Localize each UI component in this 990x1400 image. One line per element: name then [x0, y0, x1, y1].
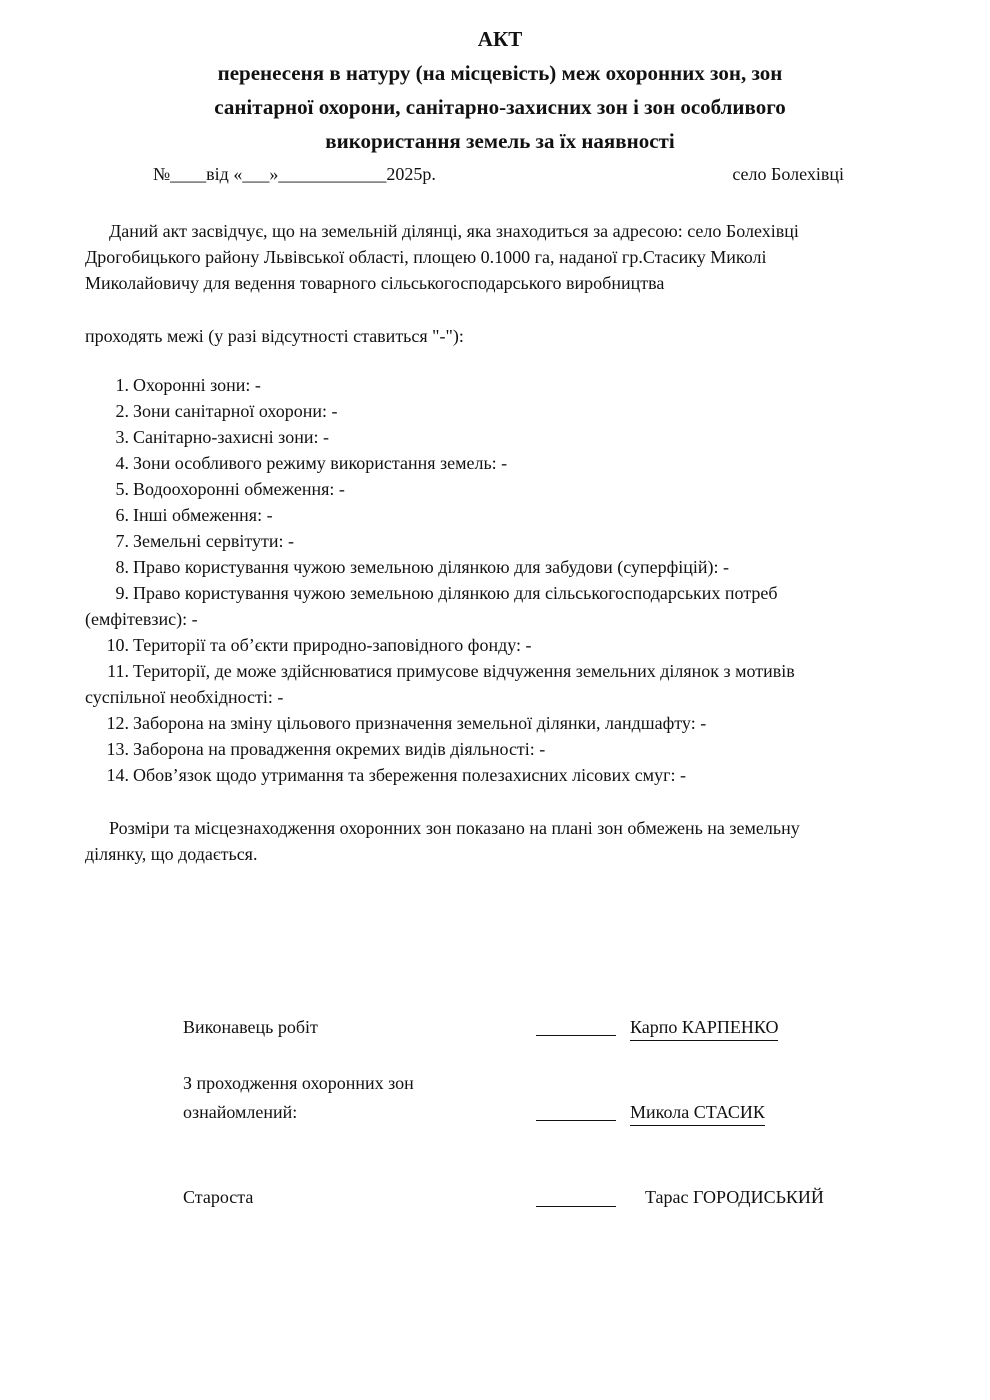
acquainted-signature-line	[536, 1120, 616, 1121]
executor-signature-line	[536, 1035, 616, 1036]
document-subtitle-line-1: перенесеня в натуру (на місцевість) меж охоронних зон, зон	[217, 61, 783, 85]
document-title: АКТ	[477, 27, 523, 51]
list-item-text: Інші обмеження: -	[133, 505, 273, 525]
list-item	[85, 424, 915, 450]
list-item-text: Охоронні зони: -	[133, 375, 261, 395]
act-number-date: №____від «___»____________2025р.	[153, 164, 436, 184]
list-item	[85, 450, 915, 476]
acquainted-name-wrap	[630, 1099, 765, 1126]
list-item-number: 7.	[115, 531, 129, 551]
acquainted-name: Микола СТАСИК	[630, 1099, 765, 1126]
list-item	[85, 372, 915, 398]
bounds-statement: проходять межі (у разі відсутності ставиться "-"):	[85, 326, 464, 346]
headman-signature-line	[536, 1206, 616, 1207]
headman-role: Староста	[183, 1187, 254, 1207]
list-item-text: Заборона на зміну цільового призначення земельної ділянки, ландшафту: -	[133, 713, 707, 733]
document-subtitle-line-3: використання земель за їх наявності	[325, 129, 675, 153]
list-item-text: Зони санітарної охорони: -	[133, 401, 338, 421]
list-item-number: 2.	[115, 401, 129, 421]
list-item-text: Санітарно-захисні зони: -	[133, 427, 329, 447]
list-item	[85, 398, 915, 424]
list-item-number: 12.	[106, 713, 129, 733]
list-item-number: 11.	[107, 661, 129, 681]
list-item-text: Земельні сервітути: -	[133, 531, 295, 551]
document-header	[60, 22, 940, 158]
list-item-text: Право користування чужою земельною ділянкою для забудови (суперфіцій): -	[133, 557, 730, 577]
acquainted-role-line-1: З проходження охоронних зон	[183, 1073, 414, 1093]
restrictions-list	[85, 372, 915, 788]
intro-line-2: Дрогобицького району Львівської області, площею 0.1000 га, наданої гр.Стасику Миколі	[85, 247, 767, 267]
list-item-text: Заборона на провадження окремих видів діяльності: -	[133, 739, 546, 759]
list-item-number: 3.	[115, 427, 129, 447]
list-item-text: Право користування чужою земельною ділянкою для сільськогосподарських потреб	[133, 583, 778, 603]
list-item-number: 14.	[106, 765, 129, 785]
executor-name: Карпо КАРПЕНКО	[630, 1014, 778, 1041]
list-item-text: Території, де може здійснюватися примусове відчуження земельних ділянок з мотивів	[133, 661, 795, 681]
intro-paragraph	[85, 218, 915, 296]
list-item-text: Водоохоронні обмеження: -	[133, 479, 345, 499]
list-item-number: 8.	[115, 557, 129, 577]
list-item-number: 5.	[115, 479, 129, 499]
closing-line-2: ділянку, що додається.	[85, 844, 258, 864]
closing-line-1: Розміри та місцезнаходження охоронних зон показано на плані зон обмежень на земельну	[109, 818, 800, 838]
list-item	[85, 528, 915, 554]
list-item	[85, 554, 915, 580]
acquainted-role-line-2: ознайомлений:	[183, 1102, 298, 1122]
list-item	[85, 476, 915, 502]
list-item-number: 6.	[115, 505, 129, 525]
list-item-number: 10.	[106, 635, 129, 655]
list-item-continuation: (емфітевзис): -	[85, 609, 198, 629]
list-item	[85, 658, 915, 710]
executor-role: Виконавець робіт	[183, 1017, 318, 1037]
list-item-text: Території та об’єкти природно-заповідного фонду: -	[133, 635, 532, 655]
list-item	[85, 632, 915, 658]
executor-name-wrap	[630, 1014, 778, 1041]
list-item-text: Обов’язок щодо утримання та збереження полезахисних лісових смуг: -	[133, 765, 686, 785]
list-item-continuation: суспільної необхідності: -	[85, 687, 284, 707]
act-place: село Болехівці	[732, 164, 844, 184]
list-item-number: 1.	[115, 375, 129, 395]
list-item	[85, 580, 915, 632]
intro-line-1: Даний акт засвідчує, що на земельній ділянці, яка знаходиться за адресою: село Болехівці	[109, 221, 799, 241]
list-item-number: 4.	[115, 453, 129, 473]
document-subtitle-line-2: санітарної охорони, санітарно-захисних зон і зон особливого	[214, 95, 786, 119]
list-item	[85, 736, 915, 762]
list-item-text: Зони особливого режиму використання земель: -	[133, 453, 508, 473]
list-item	[85, 710, 915, 736]
list-item-number: 13.	[106, 739, 129, 759]
closing-paragraph	[85, 815, 915, 867]
list-item	[85, 502, 915, 528]
headman-name: Тарас ГОРОДИСЬКИЙ	[645, 1187, 824, 1207]
list-item	[85, 762, 915, 788]
intro-line-3: Миколайовичу для ведення товарного сільськогосподарського виробництва	[85, 273, 665, 293]
list-item-number: 9.	[115, 583, 129, 603]
